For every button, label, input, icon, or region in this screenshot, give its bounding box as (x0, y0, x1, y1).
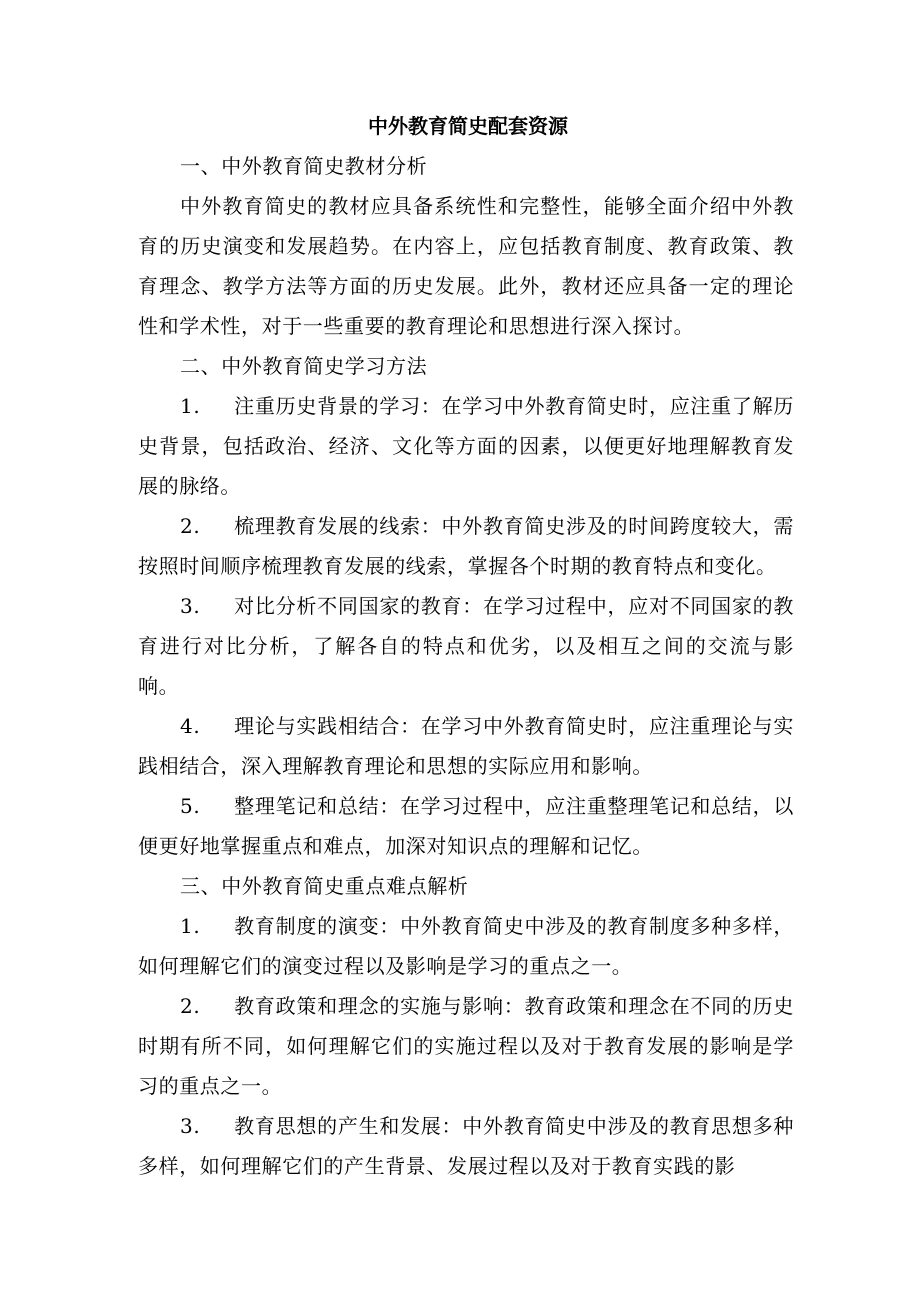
list-item (138, 706, 794, 786)
item-text: 整理笔记和总结：在学习过程中，应注重整理笔记和总结，以便更好地掌握重点和难点，加深对知识点的理解和记忆。 (138, 794, 794, 858)
item-text: 梳理教育发展的线索：中外教育简史涉及的时间跨度较大，需按照时间顺序梳理教育发展的线索，掌握各个时期的教育特点和变化。 (138, 514, 794, 578)
item-number: 1. (180, 394, 201, 418)
list-item (138, 1106, 794, 1186)
list-item (138, 786, 794, 866)
document-title: 中外教育简史配套资源 (368, 114, 568, 138)
item-number: 4. (180, 714, 201, 738)
list-item (138, 906, 794, 986)
item-number: 5. (180, 794, 201, 818)
list-item (138, 386, 794, 506)
item-text: 教育政策和理念的实施与影响：教育政策和理念在不同的历史时期有所不同，如何理解它们的实施过程以及对于教育发展的影响是学习的重点之一。 (138, 994, 794, 1098)
section-1-paragraph: 中外教育简史的教材应具备系统性和完整性，能够全面介绍中外教育的历史演变和发展趋势。在内容上，应包括教育制度、教育政策、教育理念、教学方法等方面的历史发展。此外，教材还应具备一定的理论性和学术性，对于一些重要的教育理论和思想进行深入探讨。 (138, 194, 794, 338)
section-heading-3: 三、中外教育简史重点难点解析 (180, 874, 469, 898)
item-text: 注重历史背景的学习：在学习中外教育简史时，应注重了解历史背景，包括政治、经济、文化等方面的因素，以便更好地理解教育发展的脉络。 (138, 394, 794, 498)
document-page (138, 106, 794, 1186)
list-item (138, 986, 794, 1106)
item-number: 2. (180, 514, 201, 538)
item-text: 对比分析不同国家的教育：在学习过程中，应对不同国家的教育进行对比分析，了解各自的特点和优劣，以及相互之间的交流与影响。 (138, 594, 794, 698)
list-item (138, 586, 794, 706)
item-number: 3. (180, 594, 201, 618)
section-heading-2: 二、中外教育简史学习方法 (180, 354, 428, 378)
item-text: 教育制度的演变：中外教育简史中涉及的教育制度多种多样，如何理解它们的演变过程以及影响是学习的重点之一。 (138, 914, 794, 978)
item-number: 3. (180, 1114, 201, 1138)
list-item (138, 506, 794, 586)
item-text: 教育思想的产生和发展：中外教育简史中涉及的教育思想多种多样，如何理解它们的产生背景、发展过程以及对于教育实践的影 (138, 1114, 794, 1178)
item-number: 1. (180, 914, 201, 938)
section-heading-1: 一、中外教育简史教材分析 (180, 154, 428, 178)
item-text: 理论与实践相结合：在学习中外教育简史时，应注重理论与实践相结合，深入理解教育理论和思想的实际应用和影响。 (138, 714, 794, 778)
item-number: 2. (180, 994, 201, 1018)
